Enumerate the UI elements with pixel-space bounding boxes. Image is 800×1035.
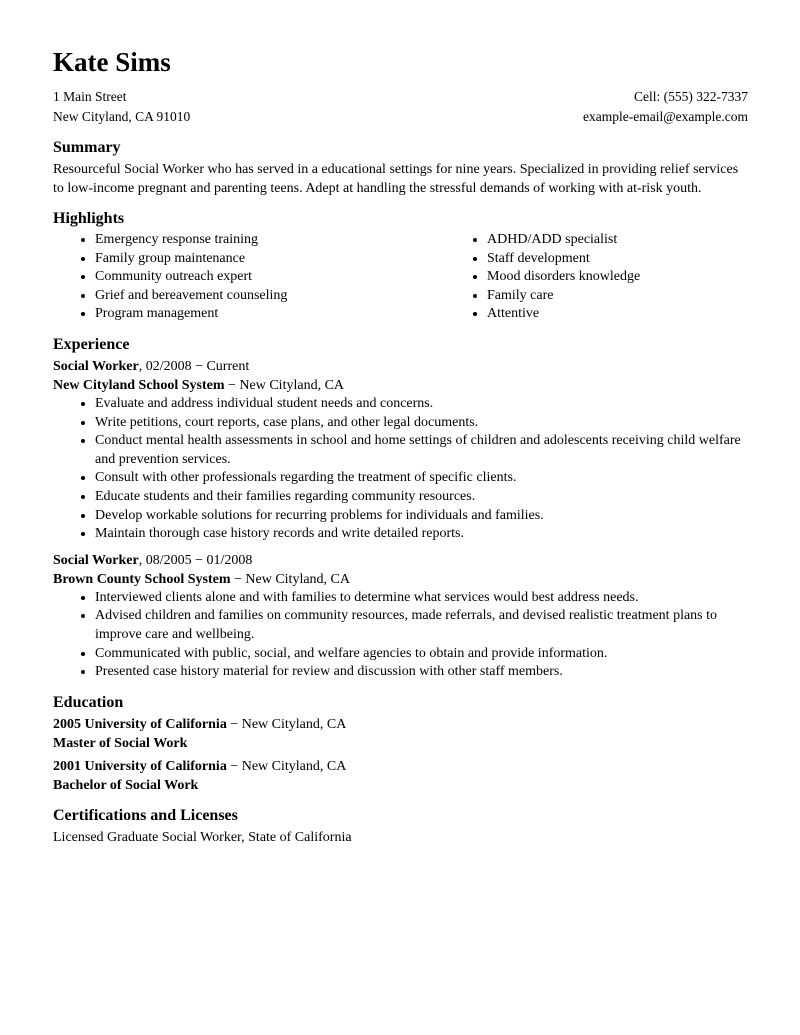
- job-dates: , 02/2008 − Current: [138, 358, 250, 374]
- job-bullet: • Write petitions, court reports, case plans, and other legal documents.: [95, 414, 748, 433]
- job-company: New Cityland School System: [53, 377, 225, 393]
- phone-number: Cell: (555) 322-7337: [634, 89, 748, 104]
- experience-jobs: [53, 357, 748, 682]
- job-dates: , 08/2005 − 01/2008: [138, 552, 253, 568]
- person-name: Kate Sims: [53, 47, 171, 77]
- highlights-right-list: [445, 231, 748, 324]
- job-company-line: [53, 570, 748, 589]
- job-title-line: [53, 357, 748, 376]
- education-degree-line: [53, 734, 748, 753]
- job-bullet-list: [53, 589, 748, 682]
- highlight-item: • Community outreach expert: [95, 268, 445, 287]
- certifications-heading: Certifications and Licenses: [53, 806, 238, 824]
- highlight-item: • Family care: [487, 287, 748, 306]
- job-bullet: • Conduct mental health assessments in school and home settings of children and adolescents receiving child welfare and prevention services.: [95, 432, 748, 469]
- job-location: − New Cityland, CA: [224, 377, 345, 393]
- job-bullet: • Advised children and families on community resources, made referrals, and devised realistic treatment plans to improve care and wellbeing.: [95, 607, 748, 644]
- highlights-columns: [53, 231, 748, 324]
- job-bullet: • Evaluate and address individual student needs and concerns.: [95, 395, 748, 414]
- job-title: Social Worker: [53, 358, 139, 374]
- address-line-2: New Cityland, CA 91010: [53, 109, 191, 124]
- summary-heading: Summary: [53, 139, 121, 156]
- job-title: Social Worker: [53, 552, 139, 568]
- job-bullet: • Maintain thorough case history records and write detailed reports.: [95, 525, 748, 544]
- job-company: Brown County School System: [53, 571, 231, 587]
- certifications-text: Licensed Graduate Social Worker, State of California: [53, 829, 352, 845]
- highlight-item: • Program management: [95, 305, 445, 324]
- education-entry: [53, 715, 748, 753]
- education-school: 2005 University of California: [53, 716, 227, 732]
- education-school-line: [53, 757, 748, 776]
- education-location: − New Cityland, CA: [226, 758, 347, 774]
- job-bullet: • Communicated with public, social, and welfare agencies to obtain and provide information.: [95, 645, 748, 664]
- address-line-1: 1 Main Street: [53, 89, 127, 104]
- job-bullet-list: [53, 395, 748, 544]
- education-school-line: [53, 715, 748, 734]
- education-degree: Master of Social Work: [53, 735, 188, 751]
- summary-text: Resourceful Social Worker who has served in a educational settings for nine years. Specialized in providing relief services to low-income pregnant and parenting teens. Adept at handling the stressful demands of working with at-risk youth.: [53, 162, 739, 196]
- job-location: − New Cityland, CA: [230, 571, 350, 587]
- job-title-line: [53, 551, 748, 570]
- experience-heading: Experience: [53, 335, 130, 353]
- education-degree-line: [53, 776, 748, 795]
- highlight-item: • Emergency response training: [95, 231, 445, 250]
- education-location: − New Cityland, CA: [226, 716, 347, 732]
- contact-details: [583, 87, 748, 127]
- job-entry: [53, 551, 748, 682]
- highlights-heading: Highlights: [53, 210, 125, 227]
- job-bullet: • Interviewed clients alone and with families to determine what services would best address needs.: [95, 589, 748, 608]
- highlight-item: • Family group maintenance: [95, 250, 445, 269]
- contact-address: [53, 87, 190, 127]
- job-entry: [53, 357, 748, 544]
- education-school: 2001 University of California: [53, 758, 227, 774]
- education-entry: [53, 757, 748, 795]
- highlight-item: • Mood disorders knowledge: [487, 268, 748, 287]
- email-address: example-email@example.com: [583, 109, 748, 124]
- education-heading: Education: [53, 693, 124, 711]
- contact-block: [53, 87, 748, 127]
- highlights-left-list: [53, 231, 445, 324]
- highlight-item: • ADHD/ADD specialist: [487, 231, 748, 250]
- highlight-item: • Staff development: [487, 250, 748, 269]
- job-bullet: • Presented case history material for review and discussion with other staff members.: [95, 663, 748, 682]
- job-bullet: • Consult with other professionals regarding the treatment of specific clients.: [95, 469, 748, 488]
- job-bullet: • Develop workable solutions for recurring problems for individuals and families.: [95, 507, 748, 526]
- highlight-item: • Grief and bereavement counseling: [95, 287, 445, 306]
- job-company-line: [53, 376, 748, 395]
- highlight-item: • Attentive: [487, 305, 748, 324]
- education-degree: Bachelor of Social Work: [53, 777, 199, 793]
- education-entries: [53, 715, 748, 795]
- job-bullet: • Educate students and their families regarding community resources.: [95, 488, 748, 507]
